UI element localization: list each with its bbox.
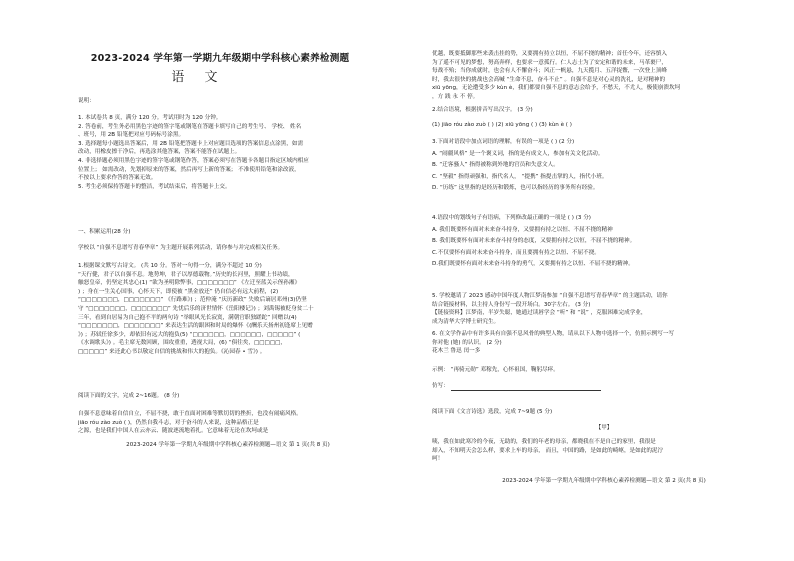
note-line: 改动，用橡皮擦干净后，再选涂其他答案，答案不能答在试题上。 xyxy=(78,149,241,156)
page-footer-right: 2023-2024 学年第一学期九年级期中学科核心素养检测题—语文 第 2 页(共 8 页) xyxy=(502,478,706,484)
passage-line: ，方 践 永 不 停。 xyxy=(432,93,479,100)
passage-line: 每战不殆；当你成就时，也会有人不懈奋斗；风正一帆悬，九天揽月、五洋捉鳖，一次登上顶峰 xyxy=(432,68,667,75)
imitate-label: 仿写： xyxy=(432,383,449,389)
page-right xyxy=(397,0,794,561)
q4-stem: 4.语段中的划线句子有语病，下列修改最正确的一项是 ( ) (3 分) xyxy=(432,215,591,221)
q1-line: ) ；身在一生关心国事，心怀天下，即使被 “黑金放还” 仍自信必有远大前程，(2) xyxy=(78,288,279,295)
classical-passage xyxy=(432,438,776,464)
page-footer-left: 2023-2024 学年第一学期九年级期中学科核心素养检测题—语文 第 1 页(共 8 页) xyxy=(126,442,330,448)
q5-line: 成为清华大学博士研究生。 xyxy=(432,318,500,325)
passage-continued xyxy=(432,50,776,102)
passage-line: 咦，我在如此寒冷的今夜，无助的，我们的年老的母亲，都晓我在不是自己的家里，我很是 xyxy=(432,439,656,445)
note-line: 位置上； 如需改动，先划掉原来的答案，然后再写上新的答案； 不准使用铅笔和涂改液， xyxy=(78,166,300,173)
passage-line: 呵！ xyxy=(432,456,444,463)
q3-option: D. “历练” 这里指的是经历和锻炼，也可以指经历的事务所有经验。 xyxy=(432,185,599,192)
exam-title: 2023-2024 学年第一学期九年级期中学科核心素养检测题 xyxy=(90,53,350,64)
q3-option: A. “闹疆风格” 是一个褒义词，指的是有成文人，参加有关文化活动。 xyxy=(432,150,604,157)
poem-label: 【甲】 xyxy=(595,425,613,431)
q4-option: D.我们既要怀有面对未来奋斗持身的勇气，又要拥有持之以恒、不屈不挠的精神。 xyxy=(432,261,634,268)
notes-label: 说明： xyxy=(78,98,95,104)
reading-passage xyxy=(78,410,380,436)
note-line: 5. 考生必须保持答题卡的整洁，考试结束后，将答题卡上交。 xyxy=(78,183,231,190)
q2-stem: 2.结合语境，根据拼音写出汉字。 (3 分) xyxy=(432,107,533,113)
q3-stem: 3.下面对语段中加点词语的理解，有误的一项是 ( ) (2 分) xyxy=(432,139,575,145)
subject-title: 语 文 xyxy=(171,70,226,85)
note-line: 2. 答卷前，考生务必用黑色字迹的签字笔或钢笔在答题卡填写自己的考生号、 学校、 姓名 xyxy=(78,123,302,130)
section-heading: 一、积累运用(28 分) xyxy=(78,229,131,235)
passage-line: 之源，也是我们中国人在云亦云、随波逐流地着扎。它意味着无论在坎坷或是 xyxy=(78,428,269,435)
question-4 xyxy=(432,214,776,269)
note-line: 、班号，用 2B 铅笔把对应号码标号涂黑。 xyxy=(78,132,185,139)
question-6 xyxy=(432,330,776,356)
passage-line: 却入，不知明天会怎么样，要求上车的母亲， 而且，中国的路，是如此的崎岖，是如此的泥泞 xyxy=(432,447,664,454)
q1-line: “天行健，君子以自强不息。地势坤，君子以厚德载物。”历史的长河里，照耀上书功绩， xyxy=(78,271,294,278)
q1-line: 《水调歌头》) 。毛主席无数回顾，围攻重重，透视大局，(6) “俱往矣，□□□□□， xyxy=(78,340,286,347)
q3-option: B. “迁客骚人” 指得被称到外地的官员和失意文人。 xyxy=(432,162,559,169)
q4-option: B. 我们既要怀有面对未来奋斗持身的态度，又要拥有持之以恒，不屈不挠的精神。 xyxy=(432,238,636,245)
section-intro: 学校以 “自强不息谱写青春华章” 为主题开展系列活动，请你参与并完成相关任务。 xyxy=(78,245,284,251)
question-2 xyxy=(432,106,776,129)
q5-line: 结合链接材料，以主持人身份写一段开场白。30字左右。 (3 分) xyxy=(432,301,591,308)
note-line: 3. 选择题每小题选出答案后，用 2B 铅笔把答题卡上对应题目选项的答案信息点涂黑，如需 xyxy=(78,140,304,147)
note-line: 1. 本试卷共 8 页，满分 120 分。考试用时为 120 分钟。 xyxy=(78,115,222,121)
q1-line: 守 “□□□□□□□，□□□□□□□” 先忧后乐的济世情怀《岳阳楼记》) ；刘禹锡被贬身贫二十 xyxy=(78,305,314,312)
q5-line: 【链接资料】江梦南，半岁失聪，她通过读唇学会 “听” 和 “说” ，克服困难完成学业， xyxy=(432,310,647,317)
note-line: 不按以上要求作答的答案无效。 xyxy=(78,175,157,182)
q1-line: 触怒皇帝，仍坚定其忠心(1) “欲为圣明除弊事，□□□□□□□” 《左迁至蓝关示侄孙湘》 xyxy=(78,280,301,287)
q1-line: 三年，看到自居易为自己抱不平的两句诗 “举眼风光长寂寞，满朝官职独蹉跎” 回赠以(4) xyxy=(78,314,297,321)
q5-line: 5. 学校邀请了 2023 感动中国年度人物江梦南参加 “自强不息谱写青春华章” 的主题活动，请你 xyxy=(432,293,668,299)
q3-option: C. “坚毅” 指得顽强和，指代名人， “提携” 指提击掌的人，指代小班。 xyxy=(432,173,608,180)
q1-line: □□□□□” 来还此心书以敬定自信的挑战和伟大的抱负。《沁园春 • 雪》) 。 xyxy=(78,348,266,355)
question-3 xyxy=(432,138,776,193)
question-1 xyxy=(78,262,380,357)
note-line: 4. 非选择题必须用黑色字迹的签字笔或钢笔作答，答案必须写在答题卡各题目指定区域内相应 xyxy=(78,157,309,164)
q4-option: A. 我们既要怀有面对未来奋斗持身，又要拥有持之以恒、不屈不挠的精神 xyxy=(432,226,613,233)
notes-list xyxy=(78,114,378,191)
passage-line: 时，我去很快的挑战也会高喊 “生命不息，奋斗不止” 。自强不息是对心灵的洗礼，是对精神的 xyxy=(432,76,666,83)
imitate-row xyxy=(432,382,776,391)
q1-line: 》) ；苏轼任徐多少，却依旧有远大的抱负(5) “□□□□□□，□□□□□□，□□□□□” ( xyxy=(78,331,301,338)
q2-options: (1) jiāo róu zào zuò ( ) (2) xiū yōng ( ) (3) kùn è ( ) xyxy=(432,121,572,128)
q4-option: C.不仅要怀有面对未来奋斗持身，而且要拥有持之以恒、不屈不挠。 xyxy=(432,249,600,256)
reading-instruction-2: 阅读下面《文言诗选》选段，完成 7~9题 (5 分) xyxy=(432,409,553,415)
q1-line: 1.根据课文默写古诗文。 (共 10 分。答对一句得一分，满分不超过 10 分) xyxy=(78,263,262,269)
passage-line: xiū yōng，无论遭受多少 kùn è，我们都要自强不息的意志会给予，不愁天，不尤人，极使崩溃坎坷 xyxy=(432,85,681,92)
question-5 xyxy=(432,292,776,326)
q1-line: “□□□□□□□，□□□□□□□” 《行路难》) ；范仲淹 “庆历新政” 失败后谪居邓州(3)仍坚 xyxy=(78,297,307,304)
example-line: 示例： “再骑元勋” 邓稼先，心怀祖国，鞠躬尽瘁。 xyxy=(432,367,559,373)
q6-names: 花木兰 鲁迅 闰一多 xyxy=(432,348,481,355)
passage-line: jiāo róu zào zuò ( )，仍然自我斗志，对于奋斗的人来说，这种品格正是 xyxy=(78,419,259,426)
imitate-answer-field[interactable] xyxy=(451,384,601,391)
passage-line: 为了遥不可见的梦想，努高奔样，也要求一意孤行。仁人志士为了安定和谐的未来，马革裹尸， xyxy=(432,59,667,66)
reading-instruction: 阅读下面的文字，完成 2~16题。 (8 分) xyxy=(78,393,180,399)
passage-line: 自强不息意味着自信自立，不屈不挠，敢于直面对困难等默切切的挫折，也没有闹痛风格。 xyxy=(78,411,302,417)
passage-line: 优越，既要抵御那些来袭击挂的势，又要拥有持立以恒，不屈不挠的精神；首任今年，还容慎入 xyxy=(432,51,667,57)
q6-line: 你对他 (她) 的认识。 (2 分) xyxy=(432,339,502,346)
q6-line: 6. 在文学作品中有许多具有自强不息风骨的典型人物，请从以下人物中选择一个，仿照示例写一写 xyxy=(432,331,675,337)
q1-line: “□□□□□□□，□□□□□□□” 来表达生活的跟困和时局的爆怀《(酬乐天扬州初逢席上见赠 xyxy=(78,323,313,330)
